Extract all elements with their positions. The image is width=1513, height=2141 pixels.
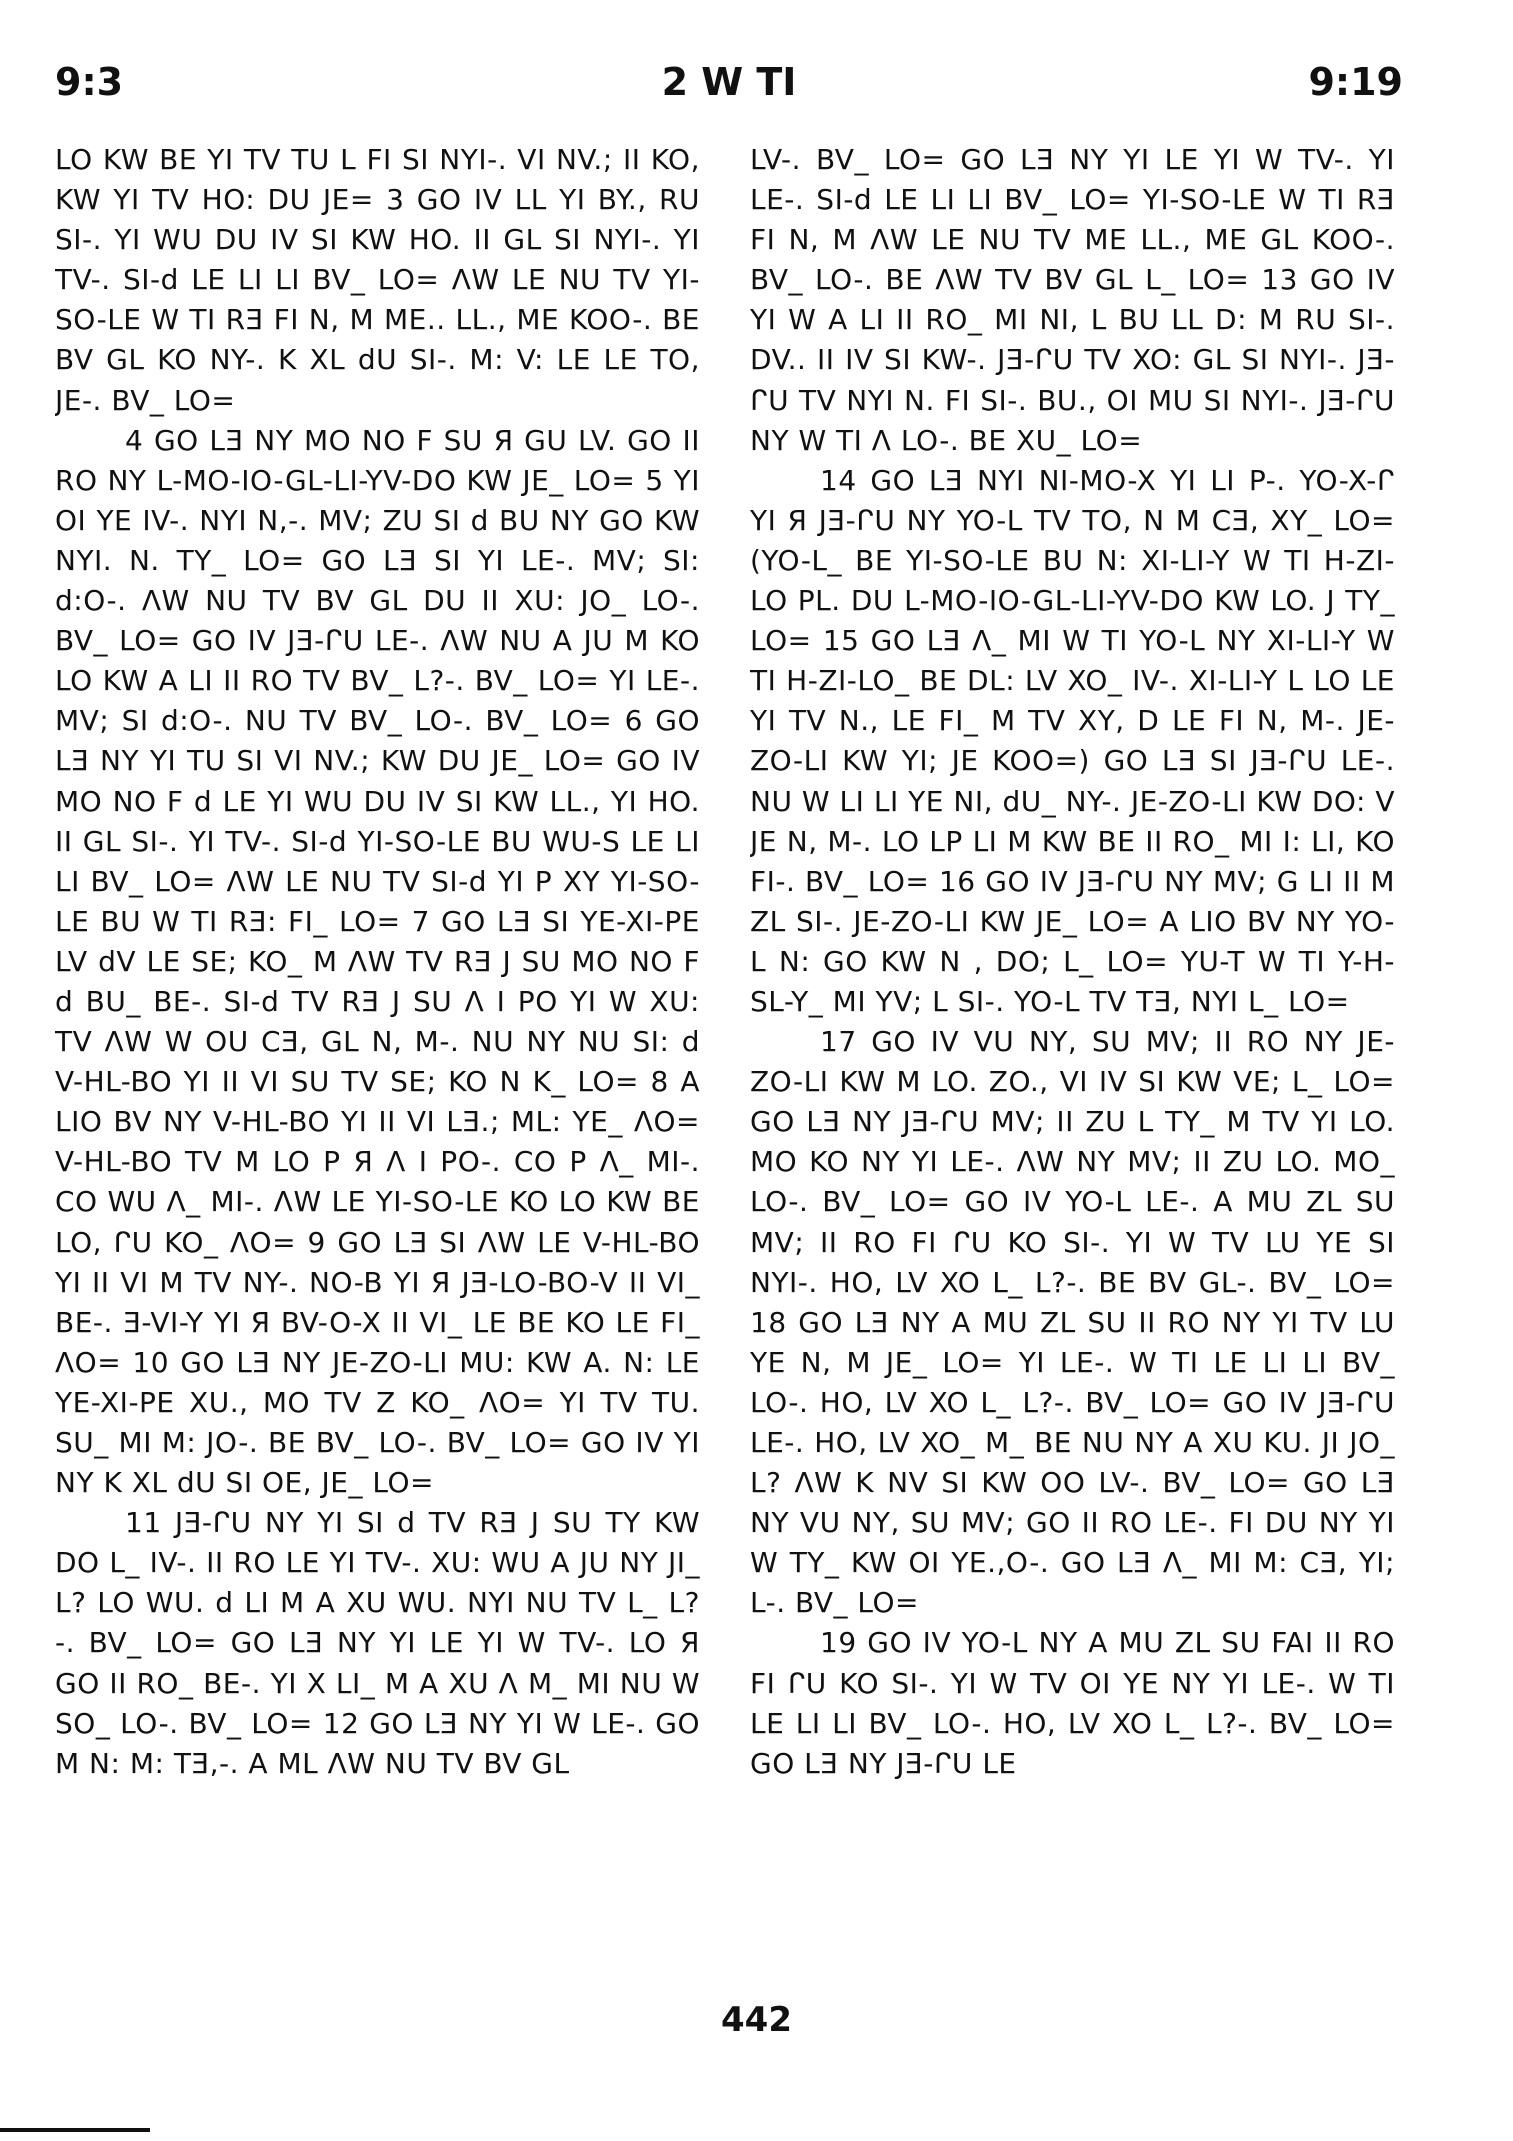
- text-column-right: [750, 140, 1395, 1991]
- paragraph: 14 GO LƎ NYI NI-MO-X YI LI P-. YO-X-ᒋ YI Я JƎ-ᒋU NY YO-L TV TO, N M CƎ, XY_ LO= (YO-L_ BE YI-SO-LE BU N: XI-LI-Y W TI H-ZI-LO PL. DU L-MO-IO-GL-LI-YV-DO KW LO. J TY_ LO= 15 GO LƎ Λ_ MI W TI YO-L NY XI-LI-Y W TI H-ZI-LO_ BE DL: LV XO_ IV-. XI-LI-Y L LO LE YI TV N., LE FI_ M TV XY, D LE FI N, M-. JE-ZO-LI KW YI; JE KOO=) GO LƎ SI JƎ-ᒋU LE-. NU W LI LI YE NI, dU_ NY-. JE-ZO-LI KW DO: V JE N, M-. LO LP LI M KW BE II RO_ MI I: LI, KO FI-. BV_ LO= 16 GO IV JƎ-ᒋU NY MV; G LI II M ZL SI-. JE-ZO-LI KW JE_ LO= A LIO BV NY YO-L N: GO KW N , DO; L_ LO= YU-T W TI Y-H-SL-Y_ MI YV; L SI-. YO-L TV TƎ, NYI L_ LO=: [750, 463, 1395, 1018]
- page-number: 442: [721, 2000, 792, 2040]
- running-header: [55, 60, 1403, 120]
- paragraph: 19 GO IV YO-L NY A MU ZL SU FAI II RO FI ᒋU KO SI-. YI W TV OI YE NY YI LE-. W TI LE LI LI BV_ LO-. HO, LV XO L_ L?-. BV_ LO= GO LƎ NY JƎ-ᒋU LE: [750, 1626, 1395, 1780]
- paragraph: 4 GO LƎ NY MO NO F SU Я GU LV. GO II RO NY L-MO-IO-GL-LI-YV-DO KW JE_ LO= 5 YI OI YE IV-. NYI N,-. MV; ZU SI d BU NY GO KW NYI. N. TY_ LO= GO LƎ SI YI LE-. MV; SI: d:O-. ΛW NU TV BV GL DU II XU: JO_ LO-. BV_ LO= GO IV JƎ-ᒋU LE-. ΛW NU A JU M KO LO KW A LI II RO TV BV_ L?-. BV_ LO= YI LE-. MV; SI d:O-. NU TV BV_ LO-. BV_ LO= 6 GO LƎ NY YI TU SI VI NV.; KW DU JE_ LO= GO IV MO NO F d LE YI WU DU IV SI KW LL., YI HO. II GL SI-. YI TV-. SI-d YI-SO-LE BU WU-S LE LI LI BV_ LO= ΛW LE NU TV SI-d YI P XY YI-SO-LE BU W TI RƎ: FI_ LO= 7 GO LƎ SI YE-XI-PE LV dV LE SE; KO_ M ΛW TV RƎ J SU MO NO F d BU_ BE-. SI-d TV RƎ J SU Λ I PO YI W XU: TV ΛW W OU CƎ, GL N, M-. NU NY NU SI: d V-HL-BO YI II VI SU TV SE; KO N K_ LO= 8 A LIO BV NY V-HL-BO YI II VI LƎ.; ML: YE_ ΛO= V-HL-BO TV M LO P Я Λ I PO-. CO P Λ_ MI-. CO WU Λ_ MI-. ΛW LE YI-SO-LE KO LO KW BE LO, ᒋU KO_ ΛO= 9 GO LƎ SI ΛW LE V-HL-BO YI II VI M TV NY-. NO-B YI Я JƎ-LO-BO-V II VI_ BE-. Ǝ-VI-Y YI Я BV-O-X II VI_ LE BE KO LE FI_ ΛO= 10 GO LƎ NY JE-ZO-LI MU: KW A. N: LE YE-XI-PE XU., MO TV Z KO_ ΛO= YI TV TU. SU_ MI M: JO-. BE BV_ LO-. BV_ LO= GO IV YI NY K XL dU SI OE, JE_ LO=: [55, 423, 700, 1500]
- header-book-title: 2 W TI: [661, 60, 797, 104]
- header-chapter-verse-end: 9:19: [1308, 60, 1403, 104]
- paragraph: LV-. BV_ LO= GO LƎ NY YI LE YI W TV-. YI LE-. SI-d LE LI LI BV_ LO= YI-SO-LE W TI RƎ FI N, M ΛW LE NU TV ME LL., ME GL KOO-. BV_ LO-. BE ΛW TV BV GL L_ LO= 13 GO IV YI W A LI II RO_ MI NI, L BU LL D: M RU SI-. DV.. II IV SI KW-. JƎ-ᒋU TV XO: GL SI NYI-. JƎ-ᒋU TV NYI N. FI SI-. BU., OI MU SI NYI-. JƎ-ᒋU NY W TI Λ LO-. BE XU_ LO=: [750, 143, 1395, 457]
- paragraph: 11 JƎ-ᒋU NY YI SI d TV RƎ J SU TY KW DO L_ IV-. II RO LE YI TV-. XU: WU A JU NY JI_ L? LO WU. d LI M A XU WU. NYI NU TV L_ L?-. BV_ LO= GO LƎ NY YI LE YI W TV-. LO Я GO II RO_ BE-. YI X LI_ M A XU Λ M_ MI NU W SO_ LO-. BV_ LO= 12 GO LƎ NY YI W LE-. GO M N: M: TƎ,-. A ML ΛW NU TV BV GL: [55, 1506, 700, 1780]
- paragraph: LO KW BE YI TV TU L FI SI NYI-. VI NV.; II KO, KW YI TV HO: DU JE= 3 GO IV LL YI BY., RU SI-. YI WU DU IV SI KW HO. II GL SI NYI-. YI TV-. SI-d LE LI LI BV_ LO= ΛW LE NU TV YI-SO-LE W TI RƎ FI N, M ME.. LL., ME KOO-. BE BV GL KO NY-. K XL dU SI-. M: V: LE LE TO, JE-. BV_ LO=: [55, 143, 700, 417]
- header-chapter-verse-start: 9:3: [55, 60, 124, 104]
- text-column-left: [55, 140, 700, 1991]
- paragraph: 17 GO IV VU NY, SU MV; II RO NY JE-ZO-LI KW M LO. ZO., VI IV SI KW VE; L_ LO= GO LƎ NY JƎ-ᒋU MV; II ZU L TY_ M TV YI LO. MO KO NY YI LE-. ΛW NY MV; II ZU LO. MO_ LO-. BV_ LO= GO IV YO-L LE-. A MU ZL SU MV; II RO FI ᒋU KO SI-. YI W TV LU YE SI NYI-. HO, LV XO L_ L?-. BE BV GL-. BV_ LO= 18 GO LƎ NY A MU ZL SU II RO NY YI TV LU YE N, M JE_ LO= YI LE-. W TI LE LI LI BV_ LO-. HO, LV XO L_ L?-. BV_ LO= GO IV JƎ-ᒋU LE-. HO, LV XO_ M_ BE NU NY A XU KU. JI JO_ L? ΛW K NV SI KW OO LV-. BV_ LO= GO LƎ NY VU NY, SU MV; GO II RO LE-. FI DU NY YI W TY_ KW OI YE.,O-. GO LƎ Λ_ MI M: CƎ, YI; L-. BV_ LO=: [750, 1025, 1395, 1620]
- bottom-rule: [0, 2128, 150, 2132]
